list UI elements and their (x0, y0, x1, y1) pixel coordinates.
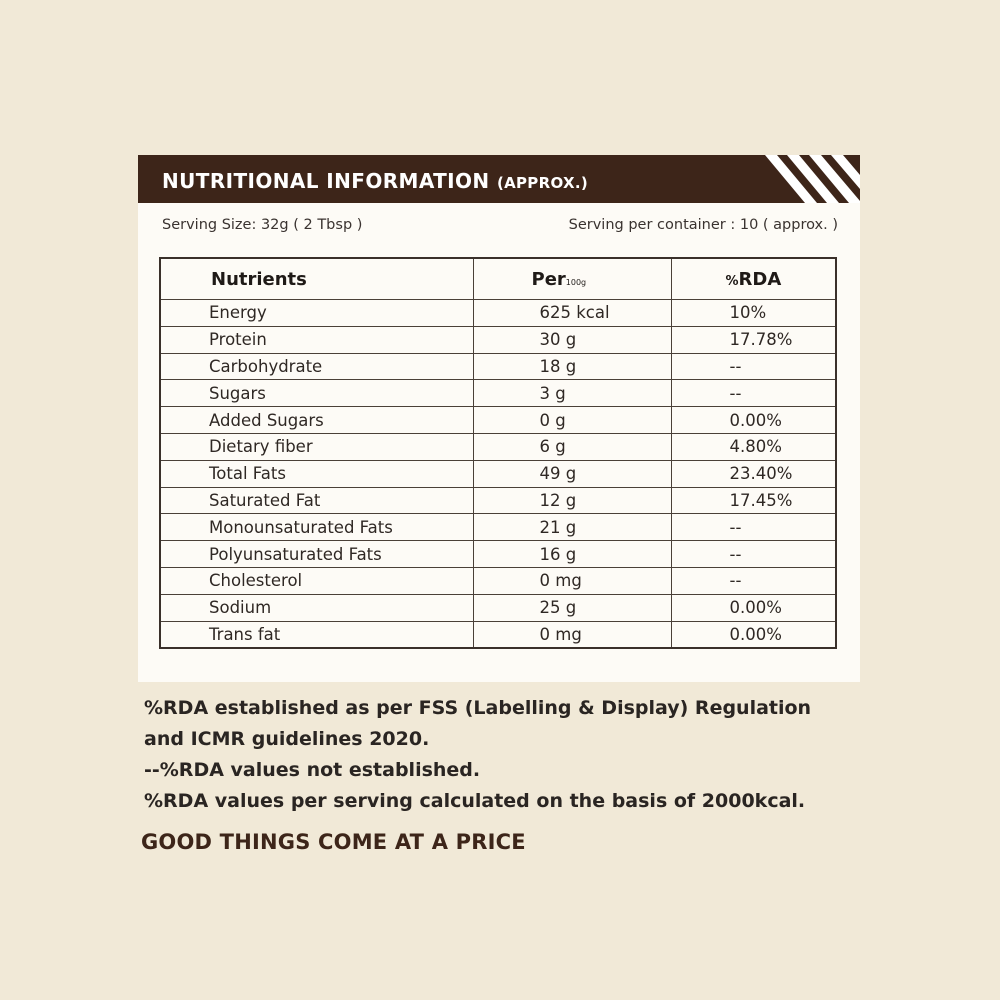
servings-per-container: Serving per container : 10 ( approx. ) (568, 217, 838, 233)
table-row (160, 621, 836, 648)
per-100g-value: 3 g (473, 380, 671, 407)
nutrient-name: Energy (160, 300, 473, 327)
table-row (160, 487, 836, 514)
per-100g-value: 25 g (473, 594, 671, 621)
per-100g-value: 49 g (473, 460, 671, 487)
table-row (160, 594, 836, 621)
table-row (160, 567, 836, 594)
per-100g-value: 16 g (473, 541, 671, 568)
nutrient-name: Trans fat (160, 621, 473, 648)
rda-value: -- (671, 380, 836, 407)
table-row (160, 380, 836, 407)
rda-value: 0.00% (671, 407, 836, 434)
header-bar (138, 155, 860, 203)
rda-percent-symbol: % (725, 273, 739, 289)
per-100g-value: 6 g (473, 433, 671, 460)
nutrition-title (162, 169, 588, 193)
table-row (160, 353, 836, 380)
nutrient-name: Dietary fiber (160, 433, 473, 460)
title-suffix: (APPROX.) (496, 174, 588, 192)
footnote-line: --%RDA values not established. (144, 759, 481, 781)
nutrition-table-body (160, 300, 836, 649)
rda-value: -- (671, 541, 836, 568)
footnotes (144, 693, 864, 817)
table-row (160, 514, 836, 541)
rda-value: 23.40% (671, 460, 836, 487)
per-100g-value: 18 g (473, 353, 671, 380)
nutrient-name: Sodium (160, 594, 473, 621)
rda-value: -- (671, 514, 836, 541)
header-rda (671, 258, 836, 300)
nutrient-name: Cholesterol (160, 567, 473, 594)
rda-value: 0.00% (671, 594, 836, 621)
title-text: NUTRITIONAL INFORMATION (162, 169, 490, 193)
table-header-row (160, 258, 836, 300)
serving-info (162, 217, 838, 237)
rda-value: -- (671, 353, 836, 380)
nutrient-name: Protein (160, 326, 473, 353)
header-rda-label: RDA (738, 268, 782, 290)
tagline: GOOD THINGS COME AT A PRICE (141, 830, 526, 854)
rda-value: 17.78% (671, 326, 836, 353)
nutrient-name: Saturated Fat (160, 487, 473, 514)
diagonal-stripes-decoration (760, 155, 860, 203)
per-100g-value: 625 kcal (473, 300, 671, 327)
nutrition-card (138, 155, 860, 682)
rda-value: 10% (671, 300, 836, 327)
per-100g-value: 0 mg (473, 621, 671, 648)
footnote-line: and ICMR guidelines 2020. (144, 728, 430, 750)
per-100g-value: 30 g (473, 326, 671, 353)
per-100g-value: 0 g (473, 407, 671, 434)
table-row (160, 433, 836, 460)
header-per (473, 258, 671, 300)
nutrient-name: Carbohydrate (160, 353, 473, 380)
header-per-label: Per (531, 268, 566, 290)
serving-size: Serving Size: 32g ( 2 Tbsp ) (162, 217, 363, 233)
footnote-line: %RDA established as per FSS (Labelling & Display) Regulation (144, 697, 812, 719)
nutrient-name: Sugars (160, 380, 473, 407)
per-100g-value: 0 mg (473, 567, 671, 594)
nutrition-table (159, 257, 837, 649)
nutrient-name: Total Fats (160, 460, 473, 487)
table-row (160, 300, 836, 327)
per-100g-value: 21 g (473, 514, 671, 541)
table-row (160, 326, 836, 353)
rda-value: 4.80% (671, 433, 836, 460)
table-row (160, 407, 836, 434)
nutrient-name: Added Sugars (160, 407, 473, 434)
rda-value: 17.45% (671, 487, 836, 514)
nutrient-name: Monounsaturated Fats (160, 514, 473, 541)
header-nutrients: Nutrients (160, 258, 473, 300)
nutrient-name: Polyunsaturated Fats (160, 541, 473, 568)
rda-value: -- (671, 567, 836, 594)
footnote-line: %RDA values per serving calculated on the basis of 2000kcal. (144, 790, 806, 812)
per-100g-value: 12 g (473, 487, 671, 514)
rda-value: 0.00% (671, 621, 836, 648)
table-row (160, 541, 836, 568)
header-per-unit: 100g (565, 277, 587, 287)
table-row (160, 460, 836, 487)
